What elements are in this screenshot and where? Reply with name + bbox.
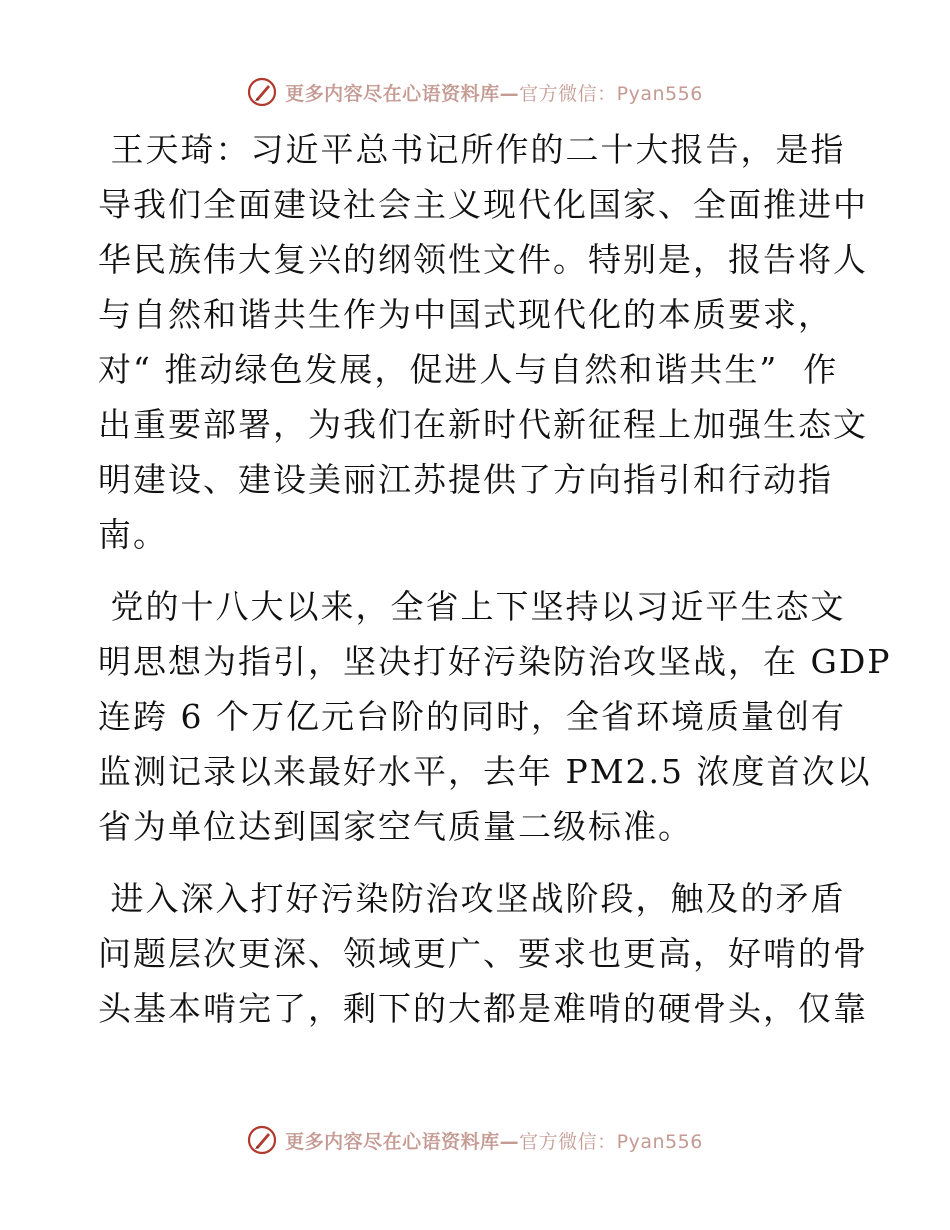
header-separator: —	[499, 82, 520, 105]
text-line: 问题层次更深、领域更广、要求也更高，好啃的骨	[98, 934, 868, 973]
footer-separator: —	[499, 1130, 520, 1153]
text-line: 监测记录以来最好水平，去年 PM2.5 浓度首次以	[98, 752, 872, 791]
text-line: 党的十八大以来，全省上下坚持以习近平生态文	[98, 587, 846, 626]
header-banner	[0, 72, 950, 112]
footer-wechat-text: 官方微信：Pyan556	[519, 1130, 703, 1153]
header-brand-text: 更多内容尽在心语资料库	[285, 82, 500, 105]
text-line: 南。	[98, 515, 168, 554]
text-line: 连跨 6 个万亿元台阶的同时，全省环境质量创有	[98, 697, 846, 736]
text-line: 进入深入打好污染防治攻坚战阶段，触及的矛盾	[98, 879, 846, 918]
text-line: 对“ 推动绿色发展，促进人与自然和谐共生” 作	[98, 350, 839, 389]
text-line: 头基本啃完了，剩下的大都是难啃的硬骨头，仅靠	[98, 989, 868, 1028]
text-line: 省为单位达到国家空气质量二级标准。	[98, 807, 693, 846]
text-line: 导我们全面建设社会主义现代化国家、全面推进中	[98, 185, 868, 224]
text-line: 出重要部署，为我们在新时代新征程上加强生态文	[98, 405, 868, 444]
text-line: 与自然和谐共生作为中国式现代化的本质要求，	[98, 295, 833, 334]
text-line: 明建设、建设美丽江苏提供了方向指引和行动指	[98, 460, 833, 499]
text-line: 华民族伟大复兴的纲领性文件。特别是，报告将人	[98, 240, 868, 279]
header-banner-text	[285, 79, 703, 106]
footer-brand-text: 更多内容尽在心语资料库	[285, 1130, 500, 1153]
paragraph	[98, 579, 892, 854]
footer-banner-text	[285, 1127, 703, 1154]
footer-banner	[0, 1120, 950, 1160]
paragraph	[98, 871, 868, 1036]
quill-pen-logo-icon	[247, 1125, 277, 1155]
document-body	[98, 122, 892, 1053]
header-wechat-text: 官方微信：Pyan556	[519, 82, 703, 105]
text-line: 王天琦：习近平总书记所作的二十大报告，是指	[98, 130, 846, 169]
quill-pen-logo-icon	[247, 77, 277, 107]
paragraph	[98, 122, 868, 562]
text-line: 明思想为指引，坚决打好污染防治攻坚战，在 GDP	[98, 642, 892, 681]
